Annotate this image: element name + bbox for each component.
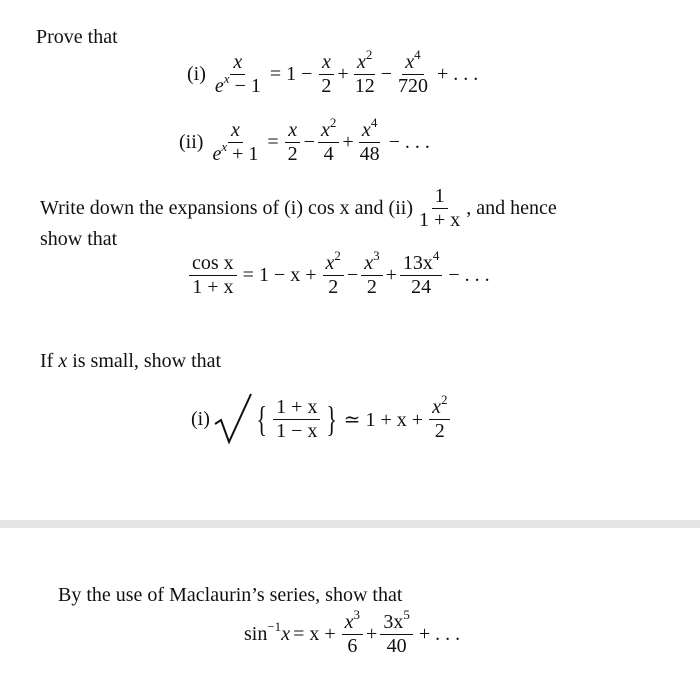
eq-ii-t3-den: 48	[359, 143, 380, 165]
show-that-text: show that	[40, 228, 118, 250]
eq-i-t2-den: 12	[354, 75, 375, 97]
if-small-line	[40, 350, 221, 373]
sqrt-icon	[213, 392, 253, 446]
cos-t2-num-base: x	[364, 252, 374, 274]
equation-ii	[176, 115, 433, 165]
arcsin-term2	[380, 607, 413, 657]
write-down-line	[40, 186, 557, 231]
eq-ii-t2-num-sup: 2	[329, 115, 337, 130]
cos-t1-num-sup: 2	[334, 248, 341, 263]
cos-plus: +	[385, 264, 397, 286]
arcsin-lhs	[244, 619, 291, 646]
cos-t1-num-base: x	[325, 252, 335, 274]
arcsin-var: x	[281, 623, 291, 645]
cos-tail: − . . .	[448, 264, 490, 286]
eq-ii-t3-num-base: x	[361, 119, 371, 141]
if-small-text-b: is small, show that	[72, 350, 222, 372]
eq-ii-label: (ii)	[179, 131, 204, 153]
eq-i-tail: + . . .	[436, 63, 479, 85]
write-down-frac-den: 1 + x	[419, 209, 461, 231]
maclaurin-instruction: By the use of Maclaurin’s series, show that	[58, 584, 403, 606]
eq-i-term2	[352, 47, 378, 97]
cos-lhs-fraction	[189, 253, 237, 298]
eq-ii-lhs-den-rest: + 1	[227, 143, 259, 165]
arcsin-plus: +	[366, 623, 378, 645]
sqrt-t-num-base: x	[432, 395, 441, 418]
equation-i	[184, 47, 481, 97]
eq-ii-t2-num-base: x	[320, 119, 330, 141]
eq-ii-tail: − . . .	[388, 131, 430, 153]
sqrt-t-den: 2	[434, 419, 445, 442]
cos-t3-num-coef: 13x	[402, 252, 433, 274]
eq-ii-term2	[318, 115, 339, 165]
left-brace-icon: {	[256, 399, 267, 439]
eq-i-rhs-start: = 1 −	[269, 63, 313, 85]
write-down-frac-num: 1	[432, 186, 448, 209]
eq-ii-t1-den: 2	[287, 143, 298, 165]
sqrt-term	[429, 391, 450, 442]
eq-ii-lhs-den-e: e	[212, 143, 222, 165]
eq-i-lhs-den-rest: − 1	[229, 75, 261, 97]
eq-ii-t1-num: x	[288, 119, 298, 141]
cos-equation	[186, 248, 493, 298]
arcsin-t1-num-sup: 3	[353, 607, 361, 622]
write-down-fraction	[416, 186, 463, 231]
cos-rhs-start: = 1 − x +	[242, 264, 317, 286]
eq-ii-t3-num-sup: 4	[370, 115, 378, 130]
eq-i-t2-num-base: x	[356, 51, 366, 73]
eq-i-plus: +	[337, 63, 349, 85]
eq-i-lhs-den-sup: x	[223, 71, 230, 86]
sqrt-t-num-sup: 2	[440, 391, 448, 407]
if-small-text-a: If	[40, 350, 54, 372]
arcsin-t2-den: 40	[386, 635, 407, 657]
sqrt-inner-num: 1 + x	[273, 397, 320, 420]
eq-i-minus: −	[380, 63, 392, 85]
eq-ii-equals: =	[267, 131, 279, 153]
eq-i-lhs-den-e: e	[214, 75, 224, 97]
cos-term3	[400, 248, 443, 298]
arcsin-sup: −1	[267, 619, 282, 634]
eq-ii-term3	[357, 115, 383, 165]
cos-t1-den: 2	[328, 276, 339, 298]
eq-ii-lhs-den-sup: x	[221, 139, 228, 154]
eq-ii-lhs-num: x	[230, 119, 240, 141]
sqrt-eq-label: (i)	[191, 407, 210, 430]
cos-lhs-den: 1 + x	[192, 276, 234, 298]
eq-ii-t2-den: 4	[323, 143, 334, 165]
sqrt-rhs: ≃ 1 + x +	[343, 408, 424, 431]
cos-t3-den: 24	[411, 276, 432, 298]
eq-i-label: (i)	[187, 63, 206, 85]
right-brace-icon: }	[326, 399, 338, 439]
cos-term2	[361, 248, 382, 298]
write-down-text-a: Write down the expansions of (i) cos x and (ii)	[40, 197, 413, 219]
eq-ii-term1	[285, 120, 301, 165]
arcsin-tail: + . . .	[418, 623, 461, 645]
eq-ii-lhs-fraction	[209, 120, 261, 165]
if-small-x: x	[58, 350, 68, 372]
prove-that-heading: Prove that	[36, 26, 118, 48]
arcsin-t1-den: 6	[347, 635, 358, 657]
eq-i-t1-num: x	[321, 51, 331, 73]
eq-i-t2-num-sup: 2	[365, 47, 373, 62]
sqrt-inner-den: 1 − x	[276, 419, 318, 442]
eq-i-t3-den: 720	[397, 75, 428, 97]
arcsin-term1	[342, 607, 363, 657]
sqrt-equation	[188, 392, 453, 446]
arcsin-t2-num-sup: 5	[403, 607, 410, 622]
eq-i-term1	[318, 52, 334, 97]
eq-i-t3-num-sup: 4	[414, 47, 421, 62]
cos-term1	[323, 248, 344, 298]
arcsin-t2-num-coef: 3x	[383, 611, 404, 633]
eq-i-lhs-num: x	[233, 51, 243, 73]
arcsin-equation	[244, 607, 463, 657]
arcsin-t1-num-base: x	[344, 611, 354, 633]
cos-minus: −	[346, 264, 359, 286]
eq-i-t1-den: 2	[321, 75, 332, 97]
cos-lhs-num: cos x	[189, 253, 237, 276]
eq-ii-plus: +	[342, 131, 354, 153]
eq-i-term3	[395, 47, 431, 97]
cos-t3-num-sup: 4	[432, 248, 440, 263]
eq-i-lhs-fraction	[212, 52, 264, 97]
cos-t2-den: 2	[366, 276, 377, 298]
cos-t2-num-sup: 3	[373, 248, 380, 263]
eq-i-t3-num-base: x	[405, 51, 415, 73]
eq-ii-minus: −	[303, 131, 315, 153]
sqrt-inner-fraction	[273, 397, 320, 442]
write-down-text-b: , and hence	[466, 197, 557, 219]
section-divider	[0, 520, 700, 528]
arcsin-fn: sin	[244, 623, 268, 645]
arcsin-eq: = x +	[293, 623, 336, 645]
